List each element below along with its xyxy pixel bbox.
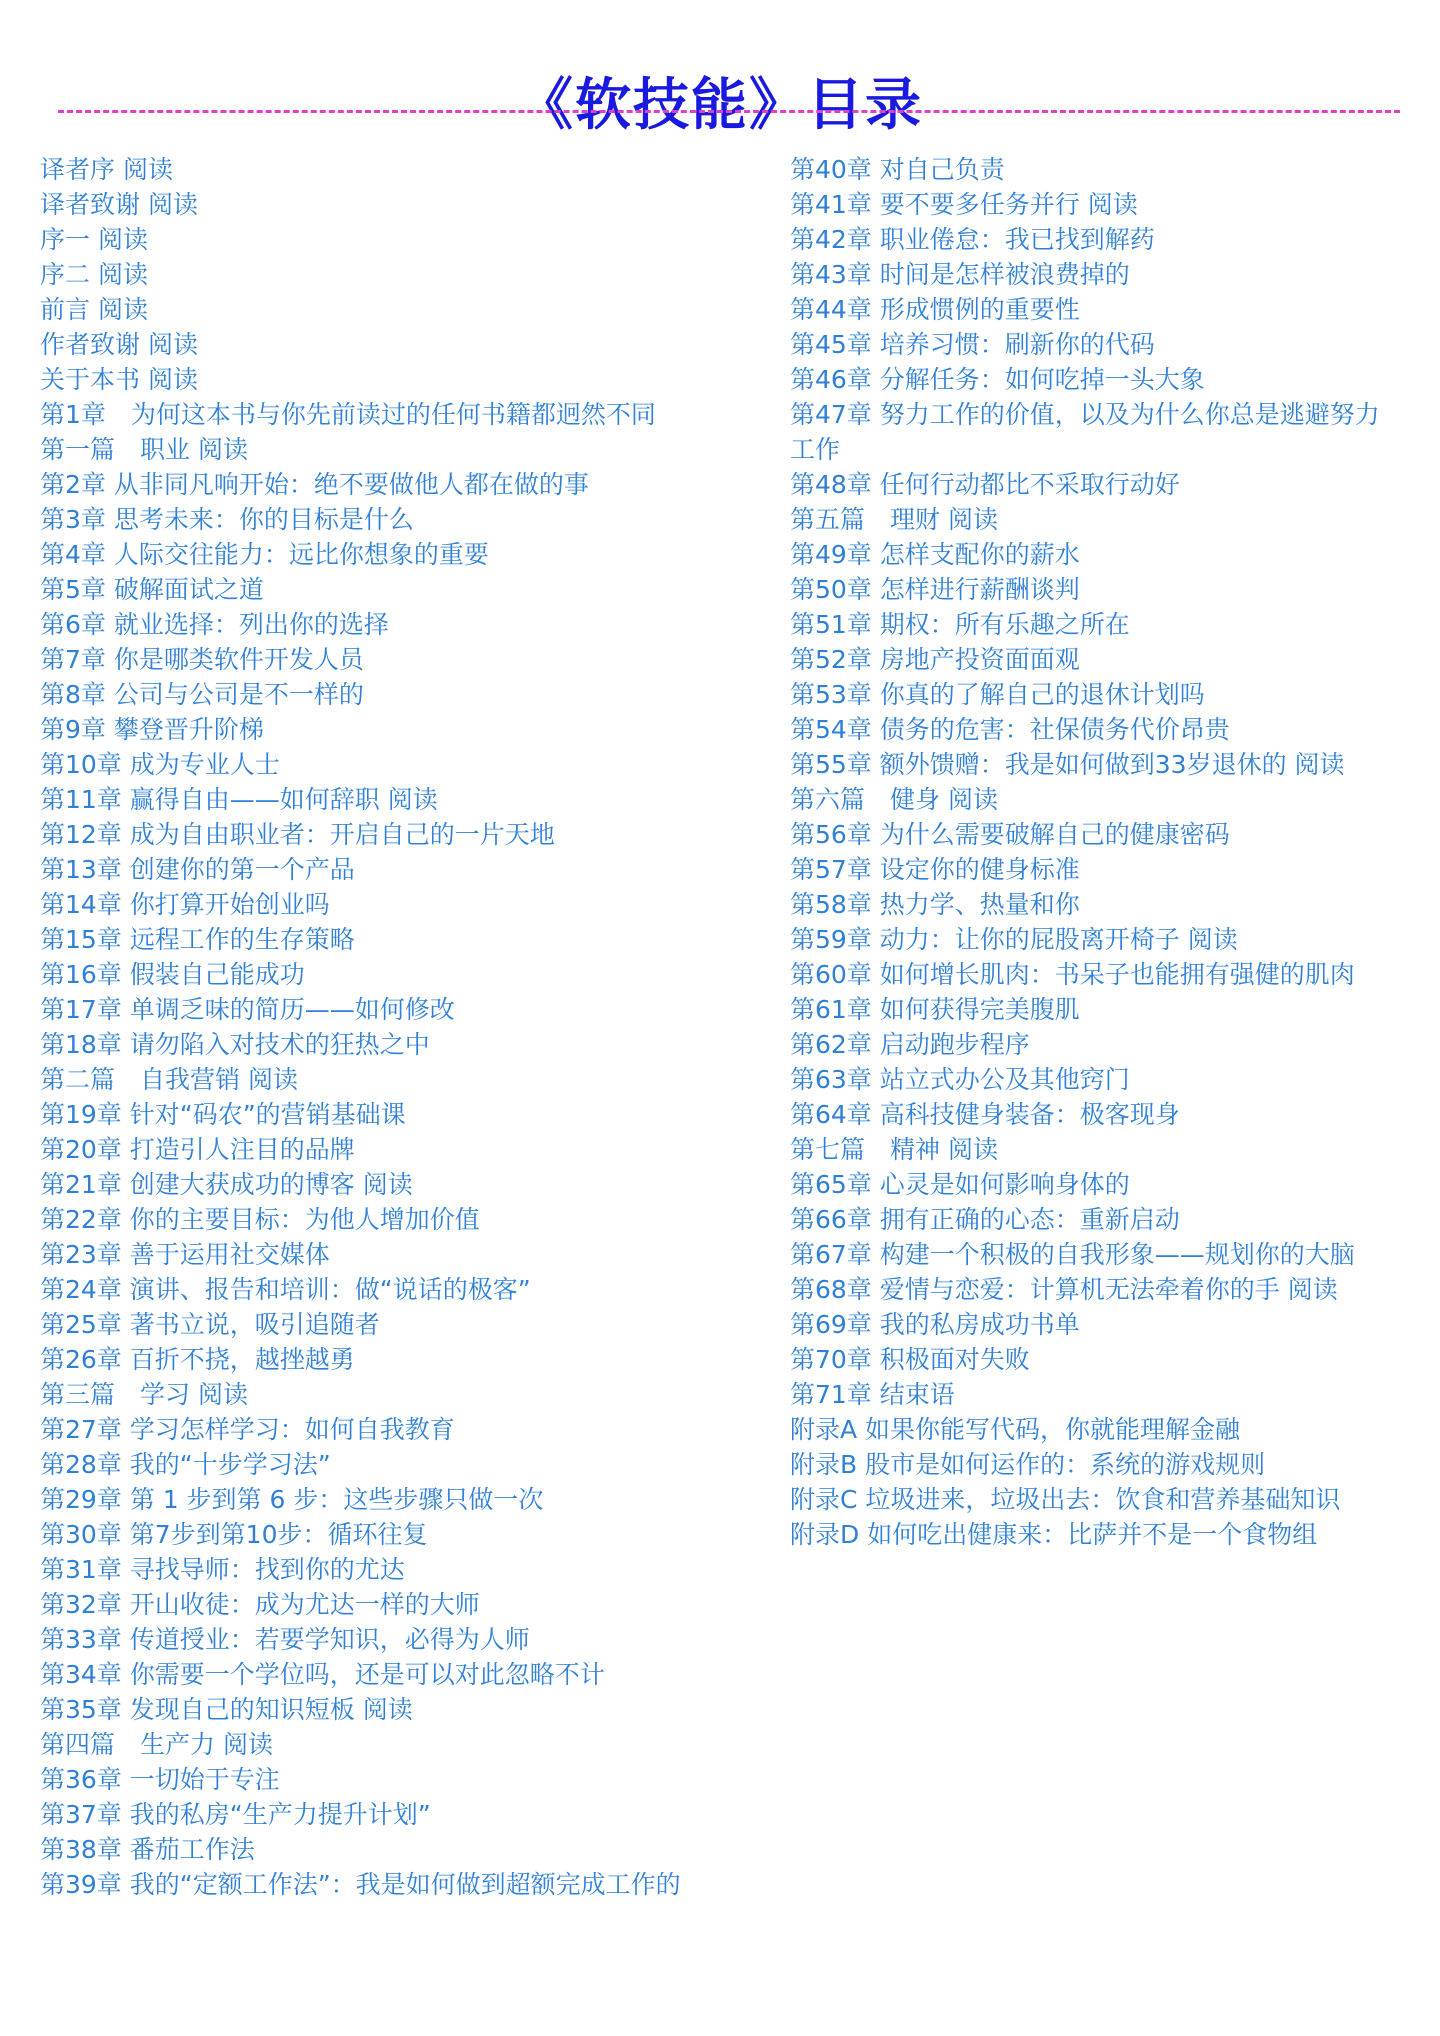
toc-entry[interactable]: 第45章 培养习惯：刷新你的代码 bbox=[790, 330, 1155, 359]
toc-entry[interactable]: 第20章 打造引人注目的品牌 bbox=[40, 1135, 355, 1164]
toc-entry[interactable]: 附录A 如果你能写代码，你就能理解金融 bbox=[790, 1415, 1241, 1444]
toc-entry[interactable]: 附录C 垃圾进来，垃圾出去：饮食和营养基础知识 bbox=[790, 1485, 1341, 1514]
toc-entry[interactable]: 第三篇 学习 阅读 bbox=[40, 1380, 248, 1409]
toc-entry[interactable]: 第11章 赢得自由——如何辞职 阅读 bbox=[40, 785, 438, 814]
toc-entry[interactable]: 前言 阅读 bbox=[40, 295, 148, 324]
toc-entry[interactable]: 第51章 期权：所有乐趣之所在 bbox=[790, 610, 1130, 639]
toc-entry[interactable]: 第2章 从非同凡响开始：绝不要做他人都在做的事 bbox=[40, 470, 589, 499]
toc-entry[interactable]: 第64章 高科技健身装备：极客现身 bbox=[790, 1100, 1180, 1129]
toc-entry[interactable]: 第4章 人际交往能力：远比你想象的重要 bbox=[40, 540, 489, 569]
toc-entry[interactable]: 第34章 你需要一个学位吗，还是可以对此忽略不计 bbox=[40, 1660, 605, 1689]
toc-entry[interactable]: 第40章 对自己负责 bbox=[790, 155, 1005, 184]
toc-entry[interactable]: 第9章 攀登晋升阶梯 bbox=[40, 715, 264, 744]
toc-entry[interactable]: 第7章 你是哪类软件开发人员 bbox=[40, 645, 364, 674]
toc-entry[interactable]: 第19章 针对“码农”的营销基础课 bbox=[40, 1100, 406, 1129]
toc-entry[interactable]: 第10章 成为专业人士 bbox=[40, 750, 280, 779]
toc-entry[interactable]: 第37章 我的私房“生产力提升计划” bbox=[40, 1800, 431, 1829]
toc-entry[interactable]: 第49章 怎样支配你的薪水 bbox=[790, 540, 1080, 569]
toc-entry[interactable]: 第55章 额外馈赠：我是如何做到33岁退休的 阅读 bbox=[790, 750, 1345, 779]
toc-entry[interactable]: 第六篇 健身 阅读 bbox=[790, 785, 998, 814]
toc-right-column bbox=[790, 152, 1390, 1552]
toc-entry[interactable]: 第42章 职业倦怠：我已找到解药 bbox=[790, 225, 1155, 254]
toc-entry[interactable]: 第61章 如何获得完美腹肌 bbox=[790, 995, 1080, 1024]
toc-entry[interactable]: 第57章 设定你的健身标准 bbox=[790, 855, 1080, 884]
toc-entry[interactable]: 第47章 努力工作的价值，以及为什么你总是逃避努力工作 bbox=[790, 400, 1380, 464]
toc-entry[interactable]: 第58章 热力学、热量和你 bbox=[790, 890, 1080, 919]
toc-entry[interactable]: 第66章 拥有正确的心态：重新启动 bbox=[790, 1205, 1180, 1234]
toc-entry[interactable]: 第6章 就业选择：列出你的选择 bbox=[40, 610, 389, 639]
toc-entry[interactable]: 译者序 阅读 bbox=[40, 155, 173, 184]
toc-entry[interactable]: 第69章 我的私房成功书单 bbox=[790, 1310, 1080, 1339]
toc-entry[interactable]: 第8章 公司与公司是不一样的 bbox=[40, 680, 364, 709]
toc-entry[interactable]: 第44章 形成惯例的重要性 bbox=[790, 295, 1080, 324]
toc-entry[interactable]: 第18章 请勿陷入对技术的狂热之中 bbox=[40, 1030, 430, 1059]
toc-entry[interactable]: 第35章 发现自己的知识短板 阅读 bbox=[40, 1695, 413, 1724]
toc-entry[interactable]: 第14章 你打算开始创业吗 bbox=[40, 890, 330, 919]
page-title: 《软技能》目录 bbox=[517, 71, 923, 138]
toc-entry[interactable]: 第43章 时间是怎样被浪费掉的 bbox=[790, 260, 1130, 289]
toc-entry[interactable]: 第27章 学习怎样学习：如何自我教育 bbox=[40, 1415, 455, 1444]
toc-entry[interactable]: 第12章 成为自由职业者：开启自己的一片天地 bbox=[40, 820, 555, 849]
toc-entry[interactable]: 第31章 寻找导师：找到你的尤达 bbox=[40, 1555, 405, 1584]
toc-entry[interactable]: 作者致谢 阅读 bbox=[40, 330, 198, 359]
toc-entry[interactable]: 第67章 构建一个积极的自我形象——规划你的大脑 bbox=[790, 1240, 1355, 1269]
toc-entry[interactable]: 附录B 股市是如何运作的：系统的游戏规则 bbox=[790, 1450, 1266, 1479]
toc-entry[interactable]: 第54章 债务的危害：社保债务代价昂贵 bbox=[790, 715, 1230, 744]
toc-entry[interactable]: 第60章 如何增长肌肉：书呆子也能拥有强健的肌肉 bbox=[790, 960, 1355, 989]
toc-entry[interactable]: 第36章 一切始于专注 bbox=[40, 1765, 280, 1794]
toc-entry[interactable]: 序二 阅读 bbox=[40, 260, 148, 289]
toc-entry[interactable]: 第21章 创建大获成功的博客 阅读 bbox=[40, 1170, 413, 1199]
toc-entry[interactable]: 第63章 站立式办公及其他窍门 bbox=[790, 1065, 1130, 1094]
toc-entry[interactable]: 第53章 你真的了解自己的退休计划吗 bbox=[790, 680, 1205, 709]
toc-entry[interactable]: 译者致谢 阅读 bbox=[40, 190, 198, 219]
toc-entry[interactable]: 第33章 传道授业：若要学知识，必得为人师 bbox=[40, 1625, 530, 1654]
toc-entry[interactable]: 第70章 积极面对失败 bbox=[790, 1345, 1030, 1374]
toc-entry[interactable]: 第30章 第7步到第10步：循环往复 bbox=[40, 1520, 428, 1549]
toc-entry[interactable]: 第48章 任何行动都比不采取行动好 bbox=[790, 470, 1180, 499]
toc-entry[interactable]: 第22章 你的主要目标：为他人增加价值 bbox=[40, 1205, 480, 1234]
toc-entry[interactable]: 第56章 为什么需要破解自己的健康密码 bbox=[790, 820, 1230, 849]
toc-entry[interactable]: 第5章 破解面试之道 bbox=[40, 575, 264, 604]
toc-entry[interactable]: 第25章 著书立说，吸引追随者 bbox=[40, 1310, 380, 1339]
toc-entry[interactable]: 第17章 单调乏味的简历——如何修改 bbox=[40, 995, 455, 1024]
toc-entry[interactable]: 第二篇 自我营销 阅读 bbox=[40, 1065, 298, 1094]
toc-entry[interactable]: 第29章 第 1 步到第 6 步：这些步骤只做一次 bbox=[40, 1485, 544, 1514]
toc-entry[interactable]: 第32章 开山收徒：成为尤达一样的大师 bbox=[40, 1590, 480, 1619]
toc-entry[interactable]: 第62章 启动跑步程序 bbox=[790, 1030, 1030, 1059]
toc-entry[interactable]: 第七篇 精神 阅读 bbox=[790, 1135, 998, 1164]
toc-entry[interactable]: 第13章 创建你的第一个产品 bbox=[40, 855, 355, 884]
toc-left-column bbox=[40, 152, 775, 1902]
toc-entry[interactable]: 第68章 爱情与恋爱：计算机无法牵着你的手 阅读 bbox=[790, 1275, 1338, 1304]
toc-entry[interactable]: 第41章 要不要多任务并行 阅读 bbox=[790, 190, 1138, 219]
toc-entry[interactable]: 第五篇 理财 阅读 bbox=[790, 505, 998, 534]
toc-entry[interactable]: 第39章 我的“定额工作法”：我是如何做到超额完成工作的 bbox=[40, 1870, 681, 1899]
toc-entry[interactable]: 序一 阅读 bbox=[40, 225, 148, 254]
title-divider bbox=[58, 110, 1400, 113]
toc-entry[interactable]: 第3章 思考未来：你的目标是什么 bbox=[40, 505, 414, 534]
toc-entry[interactable]: 第50章 怎样进行薪酬谈判 bbox=[790, 575, 1080, 604]
toc-entry[interactable]: 关于本书 阅读 bbox=[40, 365, 198, 394]
toc-entry[interactable]: 第26章 百折不挠，越挫越勇 bbox=[40, 1345, 355, 1374]
toc-entry[interactable]: 第1章 为何这本书与你先前读过的任何书籍都迥然不同 bbox=[40, 400, 656, 429]
toc-entry[interactable]: 第一篇 职业 阅读 bbox=[40, 435, 248, 464]
toc-entry[interactable]: 第15章 远程工作的生存策略 bbox=[40, 925, 355, 954]
toc-entry[interactable]: 第46章 分解任务：如何吃掉一头大象 bbox=[790, 365, 1205, 394]
toc-entry[interactable]: 第四篇 生产力 阅读 bbox=[40, 1730, 273, 1759]
toc-entry[interactable]: 第23章 善于运用社交媒体 bbox=[40, 1240, 330, 1269]
toc-entry[interactable]: 附录D 如何吃出健康来：比萨并不是一个食物组 bbox=[790, 1520, 1318, 1549]
toc-entry[interactable]: 第71章 结束语 bbox=[790, 1380, 955, 1409]
toc-entry[interactable]: 第59章 动力：让你的屁股离开椅子 阅读 bbox=[790, 925, 1238, 954]
toc-entry[interactable]: 第16章 假装自己能成功 bbox=[40, 960, 305, 989]
toc-entry[interactable]: 第38章 番茄工作法 bbox=[40, 1835, 255, 1864]
toc-entry[interactable]: 第52章 房地产投资面面观 bbox=[790, 645, 1080, 674]
toc-entry[interactable]: 第24章 演讲、报告和培训：做“说话的极客” bbox=[40, 1275, 531, 1304]
toc-entry[interactable]: 第28章 我的“十步学习法” bbox=[40, 1450, 331, 1479]
toc-entry[interactable]: 第65章 心灵是如何影响身体的 bbox=[790, 1170, 1130, 1199]
